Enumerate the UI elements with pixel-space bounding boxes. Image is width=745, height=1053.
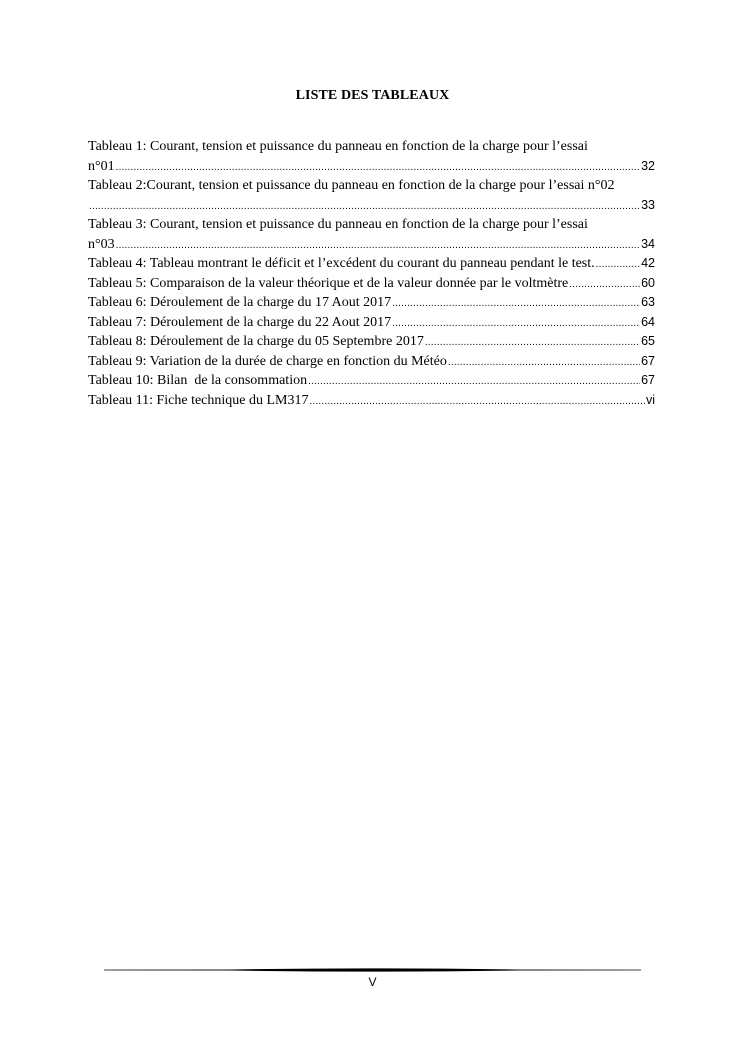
- toc-page-number: 33: [641, 197, 655, 212]
- toc-entry-continuation: n°01: [88, 158, 115, 174]
- toc-entry-1[interactable]: [88, 137, 655, 176]
- toc-entry-text: Tableau 8: Déroulement de la charge du 05 Septembre 2017: [88, 334, 424, 349]
- dot-leader: [392, 293, 640, 313]
- dot-leader: [116, 235, 640, 255]
- dot-leader: [310, 391, 645, 411]
- toc-entry-text: Tableau 10: Bilan de la consommation: [88, 373, 308, 388]
- footer-divider: [104, 967, 641, 973]
- dot-leader: [89, 196, 640, 216]
- toc-entry-5[interactable]: [88, 274, 655, 294]
- toc-entry-text: Tableau 4: Tableau montrant le déficit et l’excédent du courant du panneau pendant le test.: [88, 256, 595, 271]
- toc-page-number: 60: [641, 275, 655, 290]
- toc-entry-text: Tableau 7: Déroulement de la charge du 22 Aout 2017: [88, 314, 392, 330]
- toc-page-number: 32: [641, 158, 655, 173]
- page-number: V: [368, 975, 377, 989]
- toc-entry-3[interactable]: [88, 215, 655, 254]
- toc-page-number: 65: [641, 334, 655, 348]
- toc-entry-text: Tableau 5: Comparaison de la valeur théorique et de la valeur donnée par le voltmètre: [88, 275, 569, 291]
- dot-leader: [116, 157, 640, 177]
- toc-entry-10[interactable]: [88, 371, 655, 391]
- toc-entry-text: Tableau 2:Courant, tension et puissance du panneau en fonction de la charge pour l’essai n°02: [88, 178, 615, 193]
- page-title: LISTE DES TABLEAUX: [295, 88, 450, 103]
- table-of-tables: [88, 137, 655, 410]
- toc-entry-9[interactable]: [88, 352, 655, 372]
- toc-entry-8[interactable]: [88, 332, 655, 352]
- dot-leader: [448, 352, 640, 372]
- dot-leader: [596, 254, 640, 274]
- toc-entry-text: Tableau 3: Courant, tension et puissance du panneau en fonction de la charge pour l’essai: [88, 217, 588, 232]
- dot-leader: [392, 313, 640, 333]
- toc-page-number: vi: [645, 392, 655, 407]
- dot-leader: [425, 332, 640, 352]
- toc-entry-7[interactable]: [88, 313, 655, 333]
- dot-leader: [569, 274, 640, 294]
- toc-entry-4[interactable]: [88, 254, 655, 274]
- toc-entry-2[interactable]: [88, 176, 655, 215]
- toc-entry-text: Tableau 9: Variation de la durée de charge en fonction du Météo: [88, 353, 447, 369]
- toc-entry-11[interactable]: [88, 391, 655, 411]
- toc-page-number: 42: [641, 256, 655, 270]
- toc-page-number: 64: [641, 314, 655, 329]
- toc-page-number: 67: [641, 373, 655, 387]
- toc-entry-text: Tableau 11: Fiche technique du LM317: [88, 392, 309, 408]
- toc-entry-text: Tableau 6: Déroulement de la charge du 17 Aout 2017: [88, 295, 392, 310]
- toc-entry-6[interactable]: [88, 293, 655, 313]
- toc-page-number: 34: [641, 236, 655, 251]
- toc-page-number: 63: [641, 295, 655, 309]
- toc-entry-text: Tableau 1: Courant, tension et puissance du panneau en fonction de la charge pour l’essai: [88, 139, 588, 154]
- dot-leader: [308, 371, 640, 391]
- toc-page-number: 67: [641, 353, 655, 368]
- toc-entry-continuation: n°03: [88, 236, 115, 252]
